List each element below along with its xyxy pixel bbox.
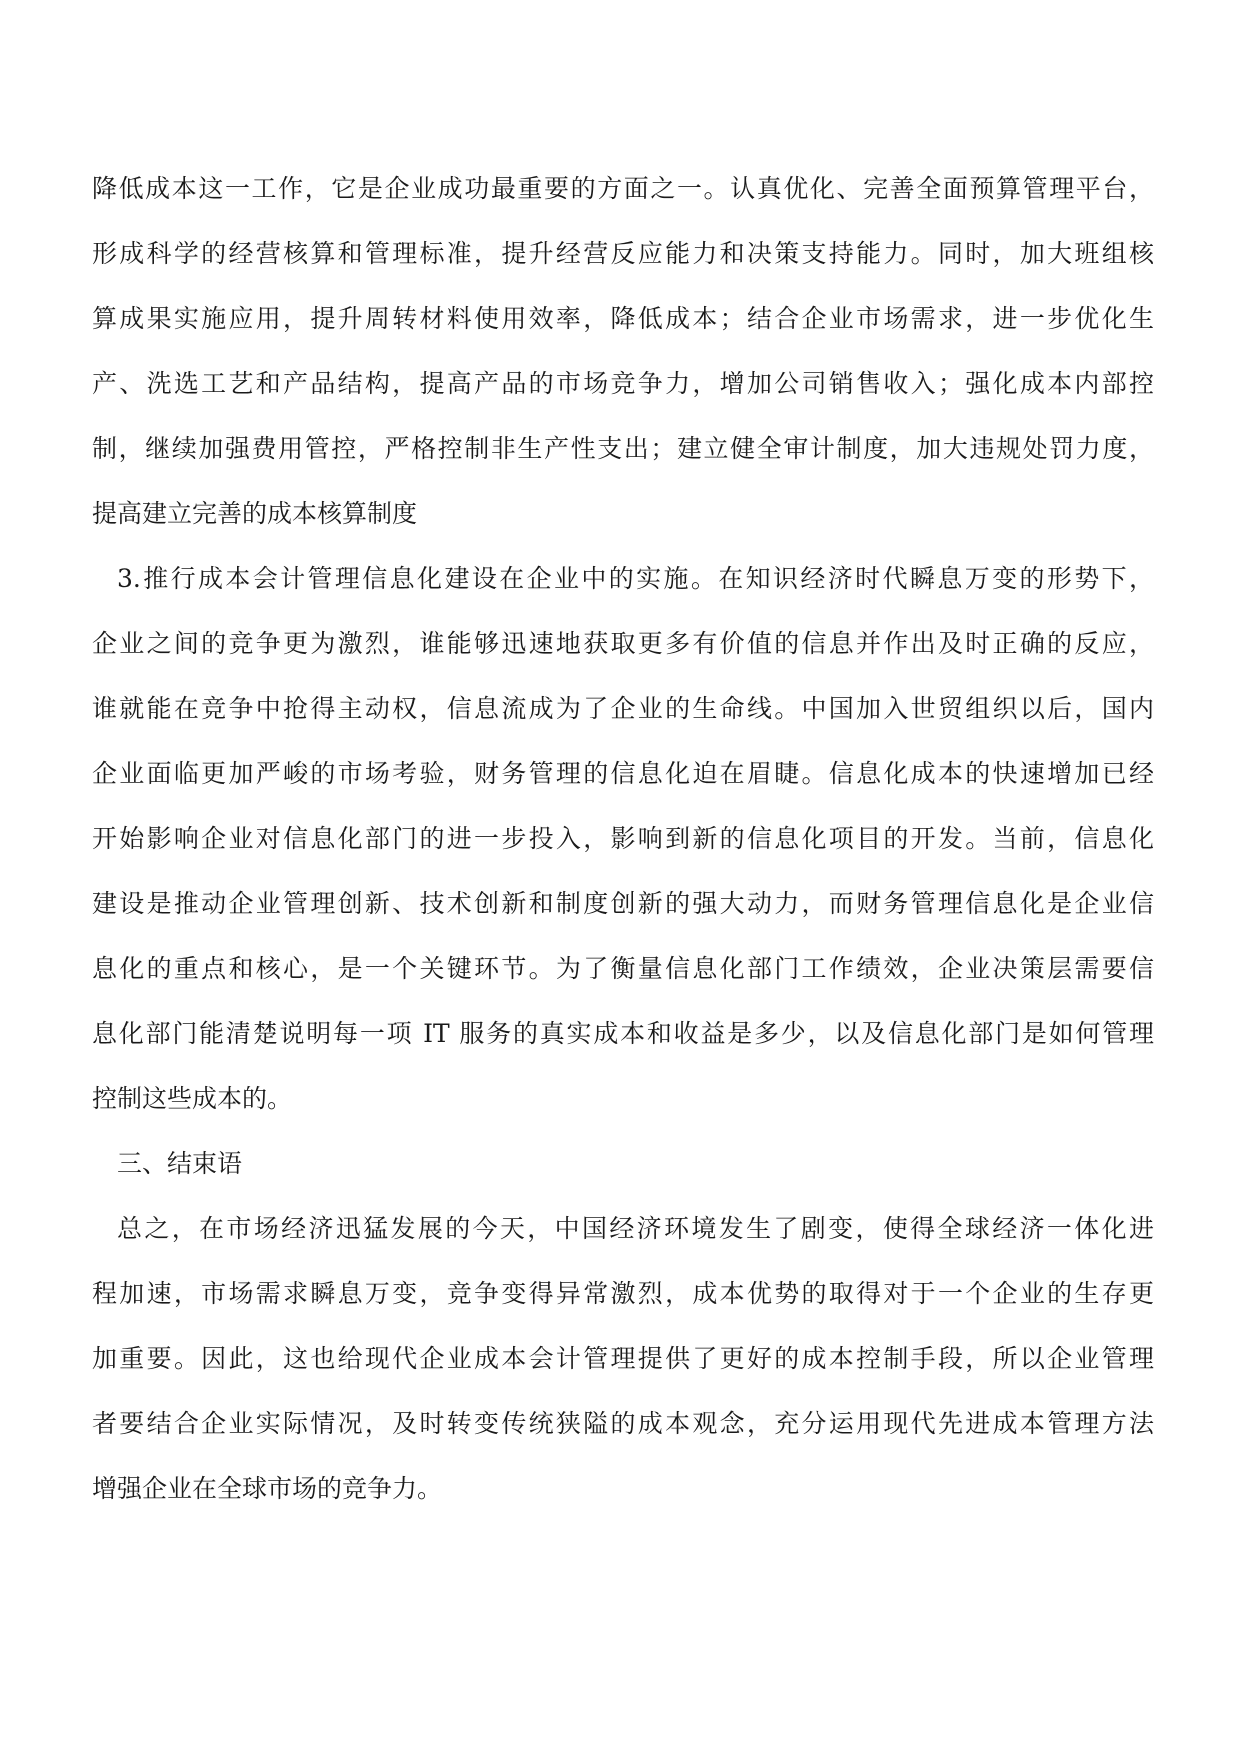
text-line: 3.推行成本会计管理信息化建设在企业中的实施。在知识经济时代瞬息万变的形势下， <box>117 564 1154 593</box>
text-line: 者要结合企业实际情况，及时转变传统狭隘的成本观念，充分运用现代先进成本管理方法 <box>92 1409 1154 1438</box>
text-line: 控制这些成本的。 <box>92 1084 293 1113</box>
paragraph-informatization <box>92 546 1154 1131</box>
text-line: 加重要。因此，这也给现代企业成本会计管理提供了更好的成本控制手段，所以企业管理 <box>92 1344 1154 1373</box>
text-line: 算成果实施应用，提升周转材料使用效率，降低成本；结合企业市场需求，进一步优化生 <box>92 304 1154 333</box>
text-line: 企业之间的竞争更为激烈，谁能够迅速地获取更多有价值的信息并作出及时正确的反应， <box>92 629 1154 658</box>
text-line: 降低成本这一工作，它是企业成功最重要的方面之一。认真优化、完善全面预算管理平台， <box>92 174 1154 203</box>
section-heading-conclusion <box>92 1131 1154 1196</box>
text-line: 增强企业在全球市场的竞争力。 <box>92 1474 443 1503</box>
text-line: 息化的重点和核心，是一个关键环节。为了衡量信息化部门工作绩效，企业决策层需要信 <box>92 954 1154 983</box>
text-line: 建设是推动企业管理创新、技术创新和制度创新的强大动力，而财务管理信息化是企业信 <box>92 889 1154 918</box>
text-line: 息化部门能清楚说明每一项 IT 服务的真实成本和收益是多少，以及信息化部门是如何管理 <box>92 1019 1154 1048</box>
paragraph-conclusion <box>92 1196 1154 1521</box>
text-line: 总之，在市场经济迅猛发展的今天，中国经济环境发生了剧变，使得全球经济一体化进 <box>117 1214 1154 1243</box>
paragraph-cost-reduction <box>92 156 1154 546</box>
text-line: 提高建立完善的成本核算制度 <box>92 499 418 528</box>
text-line: 程加速，市场需求瞬息万变，竞争变得异常激烈，成本优势的取得对于一个企业的生存更 <box>92 1279 1154 1308</box>
text-line: 产、洗选工艺和产品结构，提高产品的市场竞争力，增加公司销售收入；强化成本内部控 <box>92 369 1154 398</box>
section-heading: 三、结束语 <box>117 1149 243 1178</box>
text-line: 开始影响企业对信息化部门的进一步投入，影响到新的信息化项目的开发。当前，信息化 <box>92 824 1154 853</box>
text-line: 谁就能在竞争中抢得主动权，信息流成为了企业的生命线。中国加入世贸组织以后，国内 <box>92 694 1154 723</box>
text-line: 制，继续加强费用管控，严格控制非生产性支出；建立健全审计制度，加大违规处罚力度， <box>92 434 1154 463</box>
text-line: 形成科学的经营核算和管理标准，提升经营反应能力和决策支持能力。同时，加大班组核 <box>92 239 1154 268</box>
text-line: 企业面临更加严峻的市场考验，财务管理的信息化迫在眉睫。信息化成本的快速增加已经 <box>92 759 1154 788</box>
